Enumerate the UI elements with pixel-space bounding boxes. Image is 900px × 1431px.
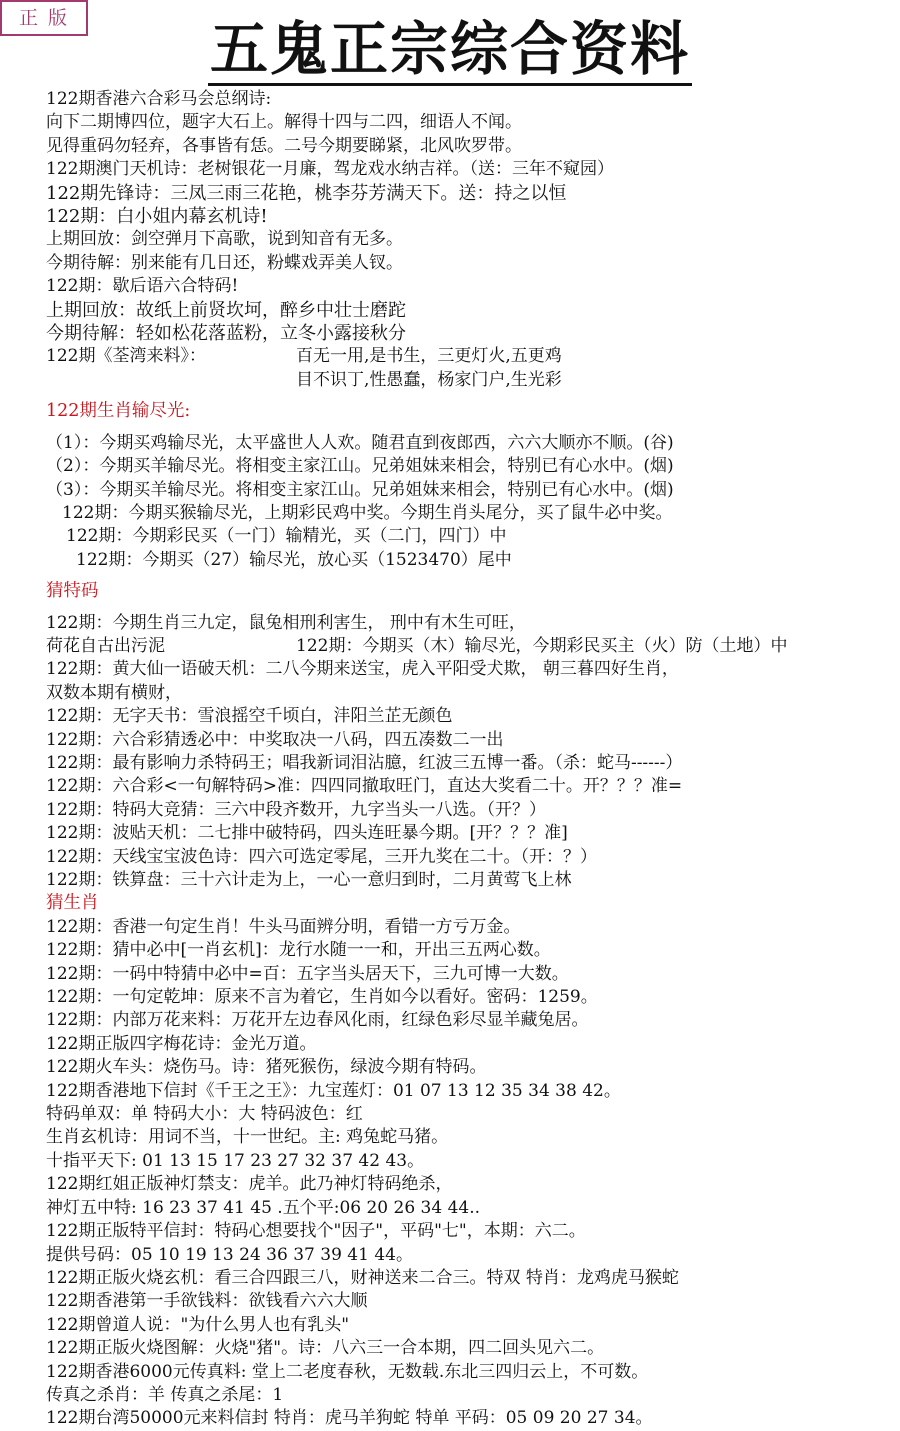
text-line: 122期香港地下信封《千王之王》：九宝莲灯：01 07 13 12 35 34 38 42。 bbox=[46, 1080, 621, 1101]
text-line: 双数本期有横财， bbox=[46, 682, 182, 703]
text-line-pair bbox=[46, 369, 896, 392]
text-line: 122期：铁算盘：三十六计走为上，一心一意归到时，二月黄莺飞上林 bbox=[46, 870, 572, 890]
text-line: 122期：今期买（27）输尽光，放心买（1523470）尾中 bbox=[76, 549, 512, 570]
text-line: 神灯五中特: 16 23 37 41 45 .五个平:06 20 26 34 44.. bbox=[46, 1197, 481, 1218]
text-line: 122期：歇后语六合特码! bbox=[46, 276, 239, 297]
text-line: 122期：香港一句定生肖！牛头马面辨分明，看错一方亏万金。 bbox=[46, 916, 521, 937]
text-line: 122期：今期生肖三九定，鼠兔相刑利害生， 刑中有木生可旺， bbox=[46, 612, 526, 633]
text-line: 122期：波贴天机：二七排中破特码，四头连旺暴今期。[开？？？准] bbox=[46, 823, 568, 844]
text-line-left: 122期《荃湾来料》： bbox=[46, 346, 206, 367]
text-line: 122期：黄大仙一语破天机：二八今期来送宝，虎入平阳受犬欺， 朝三暮四好生肖， bbox=[46, 659, 679, 680]
text-line: 122期：无字天书：雪浪摇空千顷白，沣阳兰芷无颜色 bbox=[46, 706, 453, 727]
page-title bbox=[0, 14, 900, 84]
text-line: 122期正版火烧玄机：看三合四跟三八，财神送来二合三。特双 特肖：龙鸡虎马猴蛇 bbox=[46, 1267, 679, 1288]
text-line: 122期：天线宝宝波色诗：四六可选定零尾，三开九奖在二十。（开：？） bbox=[46, 846, 597, 867]
text-line: 122期：六合彩<一句解特码>准：四四同撤取旺门，直达大奖看二十。开？？？准= bbox=[46, 776, 683, 797]
text-line: 特码单双：单 特码大小：大 特码波色：红 bbox=[46, 1104, 363, 1125]
text-line: 见得重码勿轻弃，各事皆有恁。二号今期要睇紧，北风吹罗带。 bbox=[46, 135, 522, 156]
text-line: 122期台湾50000元来料信封 特肖：虎马羊狗蛇 特单 平码：05 09 20 27 34。 bbox=[46, 1408, 653, 1429]
text-line: 122期红姐正版神灯禁支：虎羊。此乃神灯特码绝杀， bbox=[46, 1174, 453, 1195]
text-line: 122期：内部万花来料：万花开左边春风化雨，红绿色彩尽显羊藏兔居。 bbox=[46, 1010, 589, 1031]
text-line: 122期香港6000元传真料: 堂上二老度春秋，无数载.东北三四归云上，不可数。 bbox=[46, 1361, 649, 1382]
genuine-stamp: 正 版 bbox=[0, 0, 88, 36]
text-line: 今期待解：轻如松花落蓝粉，立冬小露接秋分 bbox=[46, 323, 406, 345]
section-heading-guess-special: 猜特码 bbox=[46, 581, 99, 602]
text-line: 122期正版特平信封：特码心想要找个"因子"，平码"七"，本期：六二。 bbox=[46, 1221, 586, 1242]
text-line: 122期：六合彩猜透必中：中奖取决一八码，四五凑数二一出 bbox=[46, 729, 504, 750]
text-line: 122期：一码中特猜中必中=百：五字当头居天下，三九可博一大数。 bbox=[46, 963, 569, 984]
text-line: 122期香港第一手欲钱料：欲钱看六六大顺 bbox=[46, 1291, 368, 1312]
text-line: 向下二期博四位，题字大石上。解得十四与二四，细语人不闻。 bbox=[46, 112, 522, 133]
document-body bbox=[46, 88, 896, 1431]
text-line: 122期火车头：烧伤马。诗：猪死猴伤，绿波今期有特码。 bbox=[46, 1057, 487, 1078]
text-line: 122期：今期买猴输尽光，上期彩民鸡中奖。今期生肖头尾分，买了鼠牛必中奖。 bbox=[62, 502, 673, 523]
text-line-pair bbox=[46, 635, 896, 658]
text-line: 十指平天下: 01 13 15 17 23 27 32 37 42 43。 bbox=[46, 1150, 425, 1171]
section-heading-zodiac-lose: 122期生肖输尽光: bbox=[46, 401, 191, 422]
text-line: 122期：白小姐内幕玄机诗! bbox=[46, 206, 268, 228]
text-line: 122期：最有影响力杀特码王；唱我新词泪沾臆，红波三五博一番。（杀：蛇马------） bbox=[46, 752, 683, 773]
text-line: 122期先锋诗：三凤三雨三花艳，桃李芬芳满天下。送：持之以恒 bbox=[46, 182, 567, 204]
text-line: （2）：今期买羊输尽光。将相变主家江山。兄弟姐妹来相会，特别已有心水中。(烟) bbox=[46, 456, 674, 477]
text-line: （1）：今期买鸡输尽光，太平盛世人人欢。随君直到夜郎西，六六大顺亦不顺。(谷) bbox=[46, 432, 674, 453]
text-line: 122期：今期彩民买（一门）输精光，买（二门，四门）中 bbox=[66, 526, 507, 547]
text-line-left-empty bbox=[46, 369, 296, 392]
text-line-right: 百无一用,是书生，三更灯火,五更鸡 bbox=[296, 346, 562, 367]
text-line: 122期香港六合彩马会总纲诗: bbox=[46, 89, 272, 109]
text-line: 122期澳门天机诗：老树银花一月廉，驾龙戏水纳吉祥。（送：三年不窥园） bbox=[46, 159, 614, 180]
text-line: 今期待解：别来能有几日还，粉蝶戏弄美人钗。 bbox=[46, 252, 403, 273]
text-line-right: 目不识丁,性愚蠢，杨家门户,生光彩 bbox=[296, 369, 562, 390]
text-line-right: 122期：今期买（木）输尽光，今期彩民买主（火）防（土地）中 bbox=[296, 635, 788, 656]
text-line: （3）：今期买羊输尽光。将相变主家江山。兄弟姐妹来相会，特别已有心水中。(烟) bbox=[46, 479, 674, 500]
section-heading-guess-zodiac: 猜生肖 bbox=[46, 893, 99, 914]
text-line: 生肖玄机诗：用词不当，十一世纪。主: 鸡兔蛇马猪。 bbox=[46, 1127, 449, 1148]
text-line: 提供号码：05 10 19 13 24 36 37 39 41 44。 bbox=[46, 1244, 413, 1265]
text-line: 122期：特码大竞猜：三六中段齐数开，九字当头一八选。（开？） bbox=[46, 799, 546, 820]
text-line: 122期正版火烧图解：火烧"猪"。诗：八六三一合本期，四二回头见六二。 bbox=[46, 1338, 605, 1359]
page-title-text: 五鬼正宗综合资料 bbox=[208, 15, 692, 86]
text-line: 122期曾道人说："为什么男人也有乳头" bbox=[46, 1314, 350, 1335]
text-line: 上期回放：故纸上前贤坎坷，醉乡中壮士磨跎 bbox=[46, 299, 406, 321]
text-line-pair bbox=[46, 345, 896, 368]
text-line-left: 荷花自古出污泥 bbox=[46, 635, 165, 656]
text-line: 传真之杀肖：羊 传真之杀尾：1 bbox=[46, 1384, 284, 1405]
text-line: 上期回放：剑空弹月下高歌，说到知音有无多。 bbox=[46, 229, 403, 250]
text-line: 122期：一句定乾坤：原来不言为着它，生肖如今以看好。密码：1259。 bbox=[46, 987, 598, 1008]
text-line: 122期：猜中必中[一肖玄机]：龙行水随一一和，开出三五两心数。 bbox=[46, 940, 551, 961]
text-line: 122期正版四字梅花诗：金光万道。 bbox=[46, 1033, 317, 1054]
